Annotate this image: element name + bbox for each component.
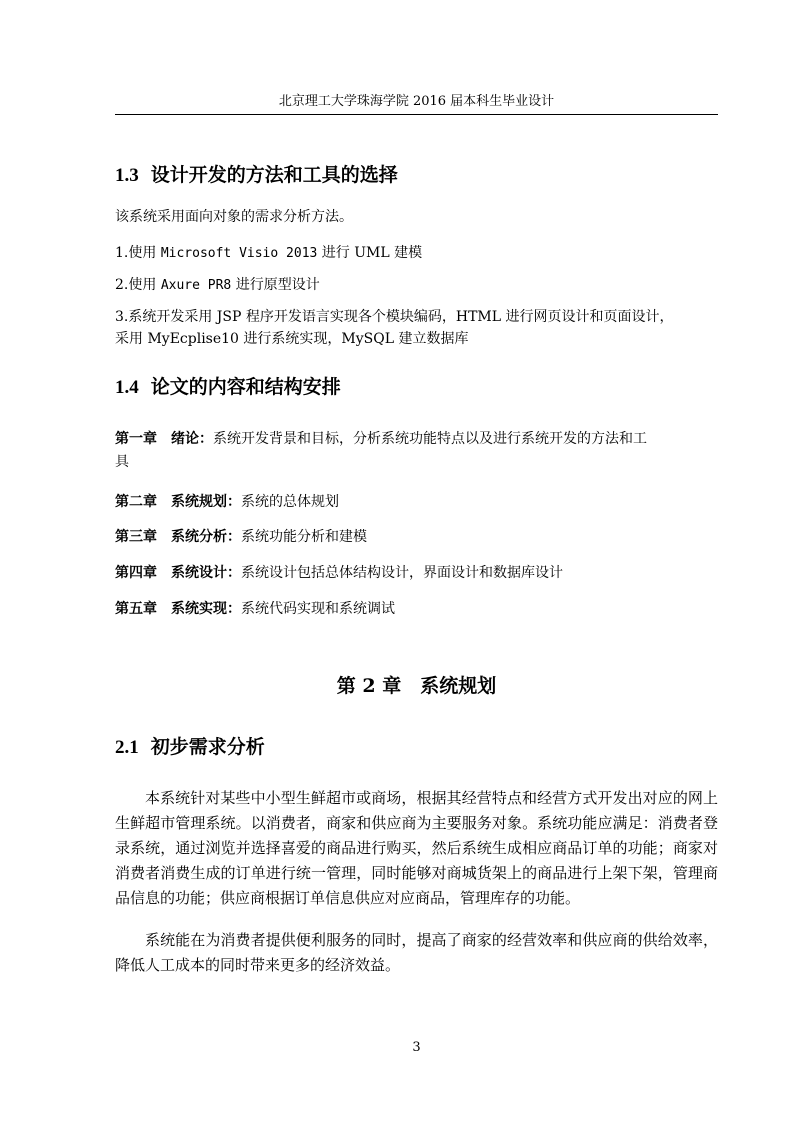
sec13-item-1 <box>115 241 718 266</box>
section-heading-2-1 <box>115 735 265 760</box>
header-rule <box>115 114 718 115</box>
item-code: Axure PR8 <box>160 278 232 293</box>
chapter-label: 第二章 系统规划： <box>115 494 241 510</box>
body-paragraph-1: 本系统针对某些中小型生鲜超市或商场，根据其经营特点和经营方式开发出对应的网上生鲜超市管理系统。以消费者，商家和供应商为主要服务对象。系统功能应满足：消费者登录系统，通过浏览并选择喜爱的商品进行购买，然后系统生成相应商品订单的功能；商家对消费者消费生成的订单进行统一管理，同时能够对商城货架上的商品进行上架下架，管理商品信息的功能；供应商根据订单信息供应对应商品，管理库存的功能。 <box>115 789 718 907</box>
section-heading-1-3 <box>115 163 398 188</box>
sec13-item-3-line-2: 采用 MyEcplise10 进行系统实现，MySQL 建立数据库 <box>115 331 469 347</box>
chapter-summary-1 <box>115 427 718 451</box>
sec13-intro: 该系统采用面向对象的需求分析方法。 <box>115 209 353 225</box>
sec13-item-2 <box>115 273 718 298</box>
chapter-desc: 系统开发背景和目标，分析系统功能特点以及进行系统开发的方法和工 <box>213 431 647 447</box>
section-number: 1.3 <box>115 165 139 186</box>
item-text: 进行 UML 建模 <box>317 245 423 261</box>
body-paragraph-2: 系统能在为消费者提供便利服务的同时，提高了商家的经营效率和供应商的供给效率，降低人工成本的同时带来更多的经济效益。 <box>115 931 718 974</box>
chapter-desc: 系统的总体规划 <box>241 494 339 510</box>
section-title: 论文的内容和结构安排 <box>150 376 341 398</box>
section-heading-1-4 <box>115 375 341 400</box>
item-text: 1.使用 <box>115 245 161 261</box>
chapter-label: 第一章 绪论： <box>115 431 213 447</box>
item-code: Microsoft Visio 2013 <box>160 246 318 261</box>
chapter-label: 第三章 系统分析： <box>115 529 241 545</box>
chapter-summary-2 <box>115 490 718 514</box>
chapter-label: 第四章 系统设计： <box>115 565 241 581</box>
section-number: 1.4 <box>115 377 139 398</box>
page-number: 3 <box>412 1040 421 1055</box>
chapter-summary-1-cont: 具 <box>115 454 129 470</box>
item-text: 2.使用 <box>115 277 161 293</box>
chapter-title: 第 2 章 系统规划 <box>336 675 497 697</box>
chapter-desc: 系统功能分析和建模 <box>241 529 367 545</box>
item-text: 进行原型设计 <box>231 277 320 293</box>
section-title: 初步需求分析 <box>150 736 265 758</box>
chapter-label: 第五章 系统实现： <box>115 601 241 617</box>
section-number: 2.1 <box>115 737 139 758</box>
section-title: 设计开发的方法和工具的选择 <box>150 164 398 186</box>
chapter-desc: 系统代码实现和系统调试 <box>241 601 395 617</box>
chapter-summary-5 <box>115 597 718 621</box>
chapter-summary-3 <box>115 525 718 549</box>
chapter-summary-4 <box>115 561 718 585</box>
chapter-desc: 系统设计包括总体结构设计，界面设计和数据库设计 <box>241 565 563 581</box>
page-header: 北京理工大学珠海学院 2016 届本科生毕业设计 <box>278 94 555 109</box>
sec13-item-3-line-1: 3.系统开发采用 JSP 程序开发语言实现各个模块编码，HTML 进行网页设计和页面设计， <box>115 309 674 325</box>
